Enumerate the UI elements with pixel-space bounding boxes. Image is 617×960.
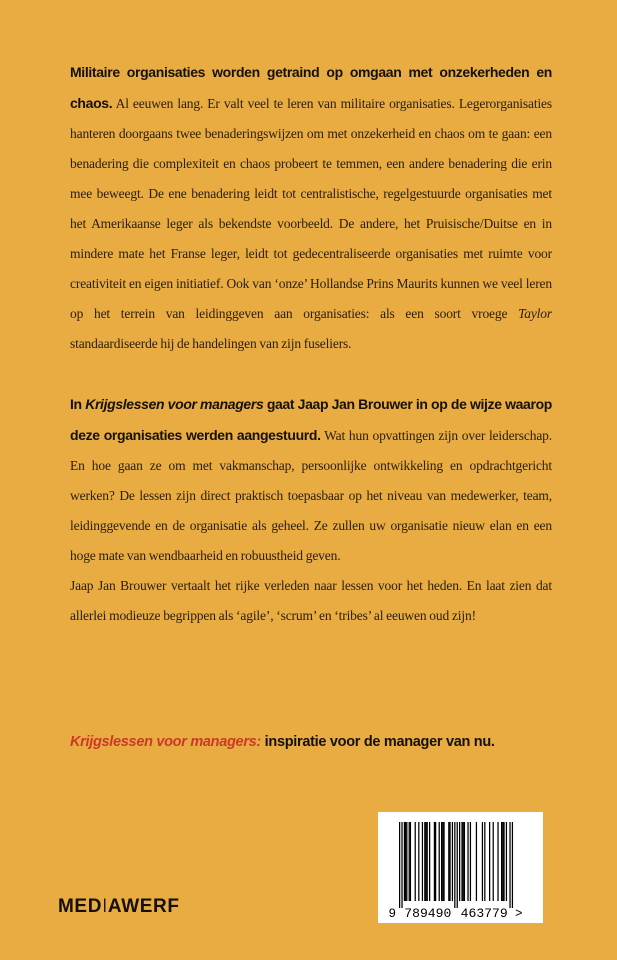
paragraph-military-organisations [70,57,552,359]
p1-bold-lead: Militaire organisaties worden getraind op omgaan met onzekerheden en chaos. [70,64,552,111]
barcode-digit-leading: 9 [388,907,396,921]
paragraph-krijgslessen-intro [70,389,552,571]
tagline-book-title-red: Krijgslessen voor managers: [70,734,261,750]
p2-bold-prefix: In [70,396,86,412]
p2-bold-rest: gaat Jaap Jan Brouwer in op de wijze waarop deze organisaties werden aangestuurd. [70,396,552,443]
blurb-text-column [70,57,552,631]
logo-segment-i: I [102,896,108,917]
p3-body-text: Jaap Jan Brouwer vertaalt het rijke verleden naar lessen voor het heden. En laat zien dat allerlei modieuze begrippen als ‘agile’, ‘scrum’ en ‘tribes’ al eeuwen oud zijn! [70,578,552,623]
p1-body-after-italic: standaardiseerde hij de handelingen van zijn fuseliers. [70,336,352,351]
tagline [70,731,552,753]
barcode-bars [399,822,513,908]
logo-segment-awerf: AWERF [107,896,180,917]
barcode-trailing-symbol: > [515,907,523,921]
paragraph-author-translates [70,571,552,631]
barcode-digits-right-group: 463779 [460,907,508,921]
p2-book-title-italic: Krijgslessen voor managers [85,396,264,412]
barcode [378,812,543,923]
logo-segment-med: MED [58,896,103,917]
p2-body-text: Wat hun opvattingen zijn over leiderschap. En hoe gaan ze om met vakmanschap, persoonlijke ontwikkeling en opdrachtgericht werken? De lessen zijn direct praktisch toepasbaar op het niveau van medewerker, team, leidinggevende en de organisatie als geheel. Ze zullen uw organisatie nieuw elan en een hoge mate van wendbaarheid en robuustheid geven. [70,428,552,563]
barcode-digits-left-group: 789490 [404,907,452,921]
p1-body-text: Al eeuwen lang. Er valt veel te leren van militaire organisaties. Legerorganisaties hanteren doorgaans twee benaderingswijzen om met onzekerheid en chaos om te gaan: een benadering die complexiteit en chaos probeert te temmen, een andere benadering die erin mee beweegt. De ene benadering leidt tot centralistische, regelgestuurde organisaties met het Amerikaanse leger als bekendste voorbeeld. De andere, het Pruisische/Duitse en in mindere mate het Franse leger, leidt tot gedecentraliseerde organisaties met ruimte voor creativiteit en eigen initiatief. Ook van ‘onze’ Hollandse Prins Maurits kunnen we veel leren op het terrein van leidinggeven aan organisaties: als een soort vroege [70,96,552,321]
publisher-logo-mediawerf [58,896,180,918]
p1-italic-taylor: Taylor [518,306,552,321]
barcode-svg [378,812,543,923]
tagline-subtitle: inspiratie voor de manager van nu. [260,734,495,750]
